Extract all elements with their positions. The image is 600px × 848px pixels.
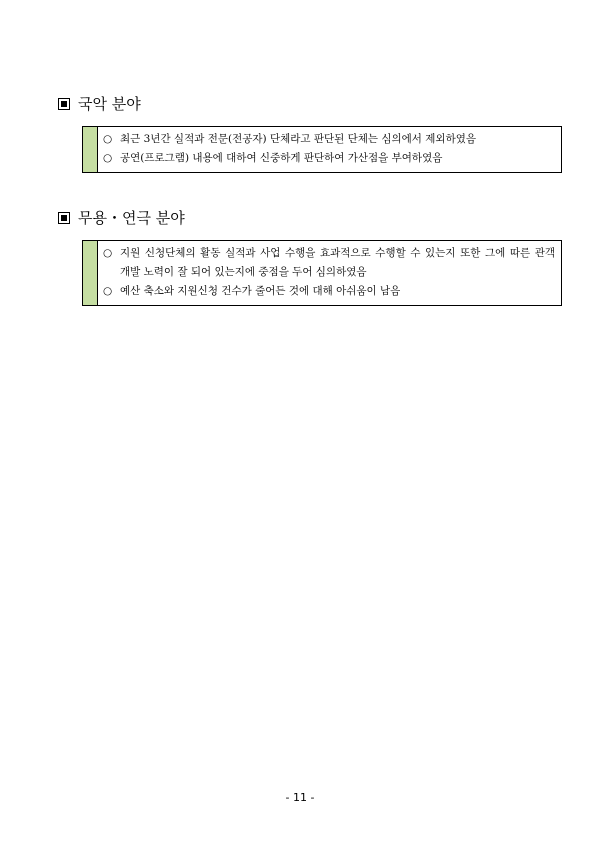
circle-bullet-icon: ○ — [103, 285, 113, 297]
list-item — [103, 130, 555, 149]
square-bullet-icon — [58, 212, 70, 224]
square-bullet-icon — [58, 98, 70, 110]
circle-bullet-icon: ○ — [103, 133, 113, 145]
circle-bullet-icon: ○ — [103, 247, 113, 259]
box-content — [98, 241, 561, 305]
section-title: 국악 분야 — [78, 95, 141, 113]
section-title: 무용・연극 분야 — [78, 209, 185, 227]
circle-bullet-icon: ○ — [103, 152, 113, 164]
list-item — [103, 282, 555, 301]
page-number: - 11 - — [285, 791, 315, 804]
list-item — [103, 149, 555, 168]
list-item-text: 예산 축소와 지원신청 건수가 줄어든 것에 대해 아쉬움이 남음 — [120, 285, 401, 297]
list-item — [103, 244, 555, 282]
box-accent-stripe — [83, 241, 98, 305]
section-heading-gugak — [58, 95, 141, 113]
box-accent-stripe — [83, 127, 98, 172]
list-item-text: 최근 3년간 실적과 전문(전공자) 단체라고 판단된 단체는 심의에서 제외하였음 — [120, 133, 477, 145]
content-box-dance-theater — [82, 240, 562, 306]
section-heading-dance-theater — [58, 209, 185, 227]
list-item-text: 지원 신청단체의 활동 실적과 사업 수행을 효과적으로 수행할 수 있는지 또한 그에 따른 관객 개발 노력이 잘 되어 있는지에 중점을 두어 심의하였음 — [120, 247, 555, 278]
box-content — [98, 127, 561, 172]
list-item-text: 공연(프로그램) 내용에 대하여 신중하게 판단하여 가산점을 부여하였음 — [120, 152, 443, 164]
content-box-gugak — [82, 126, 562, 173]
